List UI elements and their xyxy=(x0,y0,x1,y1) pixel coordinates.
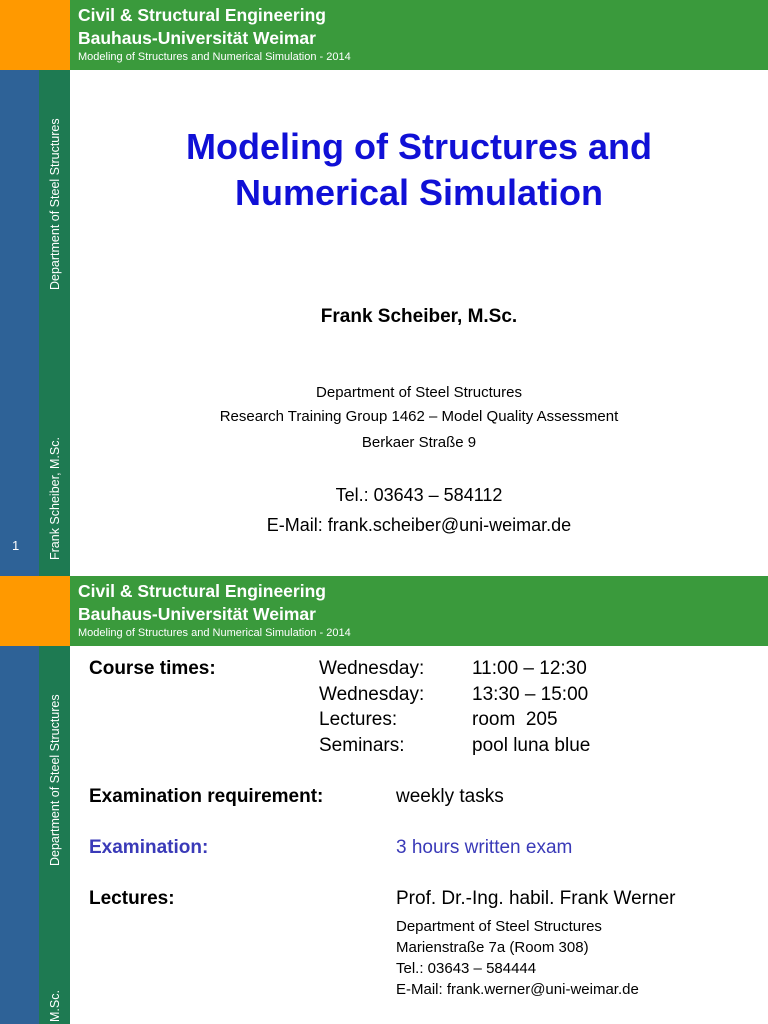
header-course: Modeling of Structures and Numerical Simulation - 2014 xyxy=(78,51,351,63)
schedule-day: Wednesday: xyxy=(319,658,425,679)
course-times-label: Course times: xyxy=(89,658,216,679)
header-course: Modeling of Structures and Numerical Simulation - 2014 xyxy=(78,627,351,639)
header-corner-block xyxy=(0,576,70,646)
header-university: Bauhaus-Universität Weimar xyxy=(78,28,316,48)
exam-requirement-value: weekly tasks xyxy=(396,786,504,807)
schedule-value: room 205 xyxy=(472,709,558,730)
slide-title-line2: Numerical Simulation xyxy=(234,172,604,213)
slide-title xyxy=(70,124,768,216)
schedule-value: pool luna blue xyxy=(472,735,591,756)
sidebar-department: Department of Steel Structures xyxy=(48,694,62,866)
schedule-day: Seminars: xyxy=(319,735,405,756)
exam-requirement-label: Examination requirement: xyxy=(89,786,324,807)
address: Berkaer Straße 9 xyxy=(361,434,477,451)
schedule-day: Wednesday: xyxy=(319,684,425,705)
schedule-day: Lectures: xyxy=(319,709,398,730)
slide-header xyxy=(0,0,768,70)
header-university: Bauhaus-Universität Weimar xyxy=(78,604,316,624)
department-name: Department of Steel Structures xyxy=(316,384,522,401)
page-number: 1 xyxy=(12,538,20,553)
sidebar-department: Department of Steel Structures xyxy=(48,118,62,290)
sidebar-blue-strip xyxy=(0,70,39,576)
author-name: Frank Scheiber, M.Sc. xyxy=(320,306,518,327)
slide-title-line1: Modeling of Structures and xyxy=(185,126,652,167)
header-faculty: Civil & Structural Engineering xyxy=(78,5,326,25)
email: E-Mail: frank.scheiber@uni-weimar.de xyxy=(266,515,572,535)
examination-label: Examination: xyxy=(89,837,209,858)
header-faculty: Civil & Structural Engineering xyxy=(78,581,326,601)
lecturer-department: Department of Steel Structures xyxy=(396,918,602,935)
schedule-value: 11:00 – 12:30 xyxy=(472,658,587,679)
course-info-slide xyxy=(0,576,768,1024)
sidebar-author-partial: M.Sc. xyxy=(48,990,62,1022)
header-bar xyxy=(70,576,768,646)
header-bar xyxy=(70,0,768,70)
schedule-value: 13:30 – 15:00 xyxy=(472,684,589,705)
sidebar-green-strip xyxy=(39,646,70,1024)
research-group: Research Training Group 1462 – Model Quality Assessment xyxy=(219,408,619,425)
sidebar-green-strip xyxy=(39,70,70,576)
header-corner-block xyxy=(0,0,70,70)
lecturer-name: Prof. Dr.-Ing. habil. Frank Werner xyxy=(396,888,676,909)
slide-header xyxy=(0,576,768,646)
telephone: Tel.: 03643 – 584112 xyxy=(335,485,503,505)
lecturer-address: Marienstraße 7a (Room 308) xyxy=(396,939,589,956)
sidebar-blue-strip xyxy=(0,646,39,1024)
lectures-label: Lectures: xyxy=(89,888,175,909)
lecturer-email: E-Mail: frank.werner@uni-weimar.de xyxy=(396,981,639,998)
lecturer-telephone: Tel.: 03643 – 584444 xyxy=(396,960,537,977)
sidebar-author: Frank Scheiber, M.Sc. xyxy=(48,437,62,560)
examination-value: 3 hours written exam xyxy=(396,837,573,858)
